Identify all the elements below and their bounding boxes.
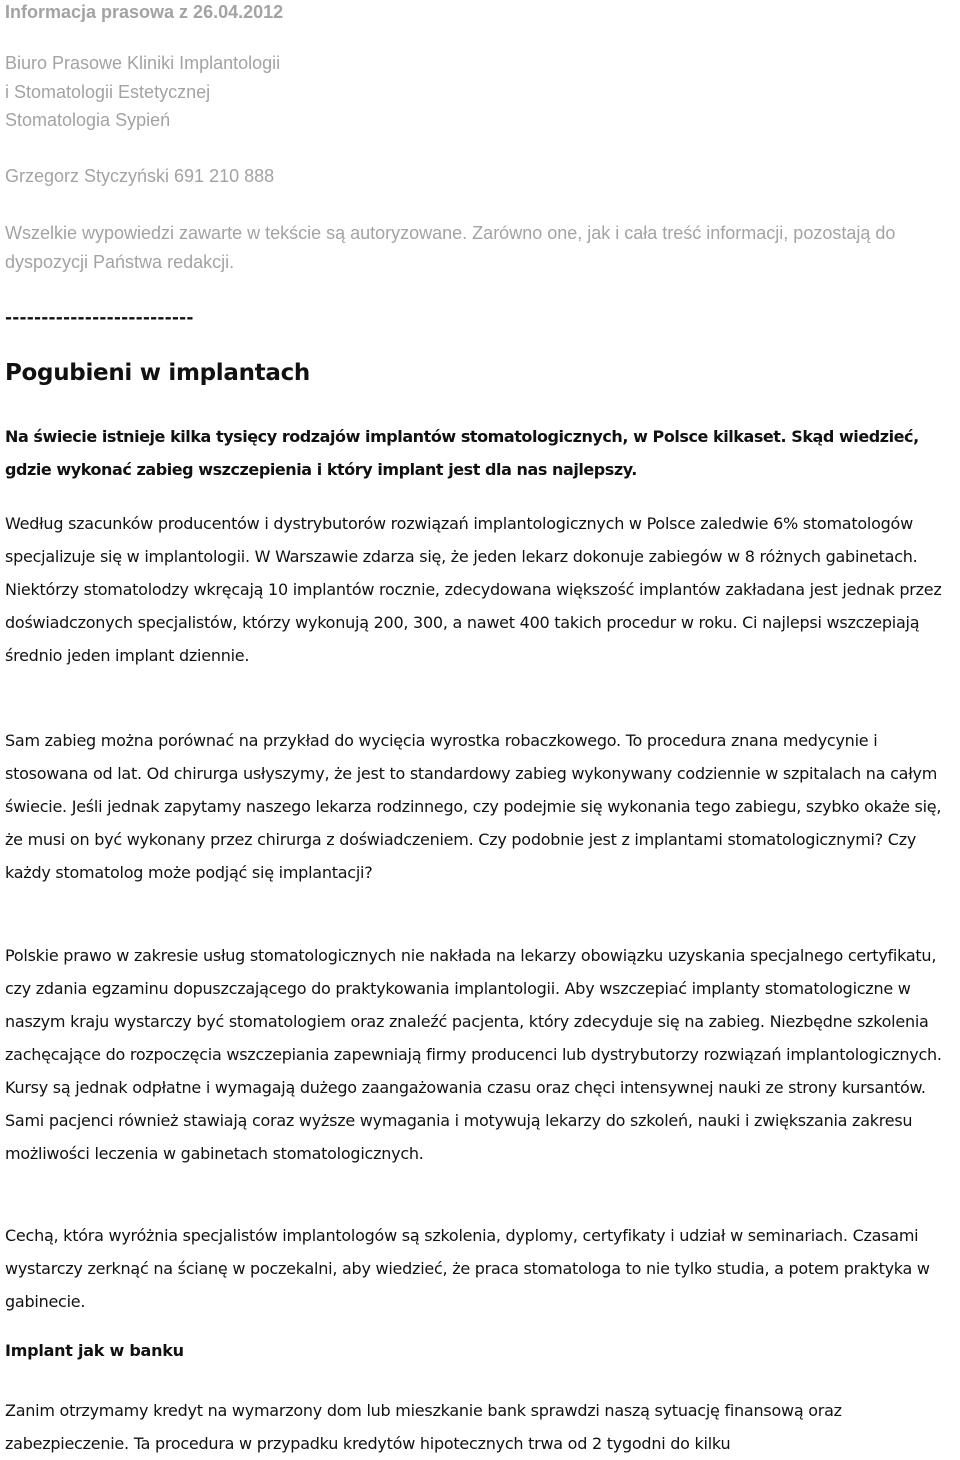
office-line: Stomatologia Sypień [5, 110, 171, 130]
article-lead: Na świecie istnieje kilka tysięcy rodzajów implantów stomatologicznych, w Polsce kilkaset. Skąd wiedzieć, gdzie wykonać zabieg wszczepienia i który implant jest dla nas najlepszy. [5, 427, 919, 479]
contact-person: Grzegorz Styczyński 691 210 888 [5, 166, 275, 186]
article-title: Pogubieni w implantach [5, 360, 310, 386]
office-line: i Stomatologii Estetycznej [5, 81, 211, 102]
article-paragraph: Polskie prawo w zakresie usług stomatologicznych nie nakłada na lekarzy obowiązku uzyskania specjalnego certyfikatu, czy zdania egzaminu dopuszczającego do praktykowania implantologii. Aby wszczepiać implanty stomatologiczne w naszym kraju wystarczy być stomatologiem oraz znaleźć pacjenta, który zdecyduje się na zabieg. Niezbędne szkolenia zachęcające do rozpoczęcia wszczepiania zapewniają firmy producenci lub dystrybutorzy rozwiązań implantologicznych. Kursy są jednak odpłatne i wymagają dużego zaangażowania czasu oraz chęci intensywnej nauki ze strony kursantów. Sami pacjenci również stawiają coraz wyższe wymagania i motywują lekarzy do szkoleń, nauki i zwiększania zakresu możliwości leczenia w gabinetach stomatologicznych. [5, 946, 942, 1163]
article-paragraph: Zanim otrzymamy kredyt na wymarzony dom lub mieszkanie bank sprawdzi naszą sytuację finansową oraz zabezpieczenie. Ta procedura w przypadku kredytów hipotecznych trwa od 2 tygodni do kilku [5, 1401, 842, 1453]
section-divider: -------------------------- [5, 308, 194, 328]
article-paragraph: Według szacunków producentów i dystrybutorów rozwiązań implantologicznych w Polsce zaledwie 6% stomatologów specjalizuje się w implantologii. W Warszawie zdarza się, że jeden lekarz dokonuje zabiegów w 8 różnych gabinetach. Niektórzy stomatolodzy wkręcają 10 implantów rocznie, zdecydowana większość implantów zakładana jest jednak przez doświadczonych specjalistów, którzy wykonują 200, 300, a nawet 400 takich procedur w roku. Ci najlepsi wszczepiają średnio jeden implant dziennie. [5, 514, 942, 665]
article-paragraph: Cechą, która wyróżnia specjalistów implantologów są szkolenia, dyplomy, certyfikaty i udział w seminariach. Czasami wystarczy zerknąć na ścianę w poczekalni, aby wiedzieć, że praca stomatologa to nie tylko studia, a potem praktyka w gabinecie. [5, 1226, 930, 1311]
article-paragraph: Sam zabieg można porównać na przykład do wycięcia wyrostka robaczkowego. To procedura znana medycynie i stosowana od lat. Od chirurga usłyszymy, że jest to standardowy zabieg wykonywany codziennie w szpitalach na całym świecie. Jeśli jednak zapytamy naszego lekarza rodzinnego, czy podejmie się wykonania tego zabiegu, szybko okaże się, że musi on być wykonany przez chirurga z doświadczeniem. Czy podobnie jest z implantami stomatologicznymi? Czy każdy stomatolog może podjąć się implantacji? [5, 731, 942, 882]
office-line: Biuro Prasowe Kliniki Implantologii [5, 53, 281, 73]
release-date-heading: Informacja prasowa z 26.04.2012 [5, 2, 284, 22]
press-office-block [5, 49, 280, 135]
article-subheading: Implant jak w banku [5, 1341, 184, 1360]
authorization-disclaimer: Wszelkie wypowiedzi zawarte w tekście są autoryzowane. Zarówno one, jak i cała treść informacji, pozostają do dyspozycji Państwa redakcji. [5, 223, 896, 272]
